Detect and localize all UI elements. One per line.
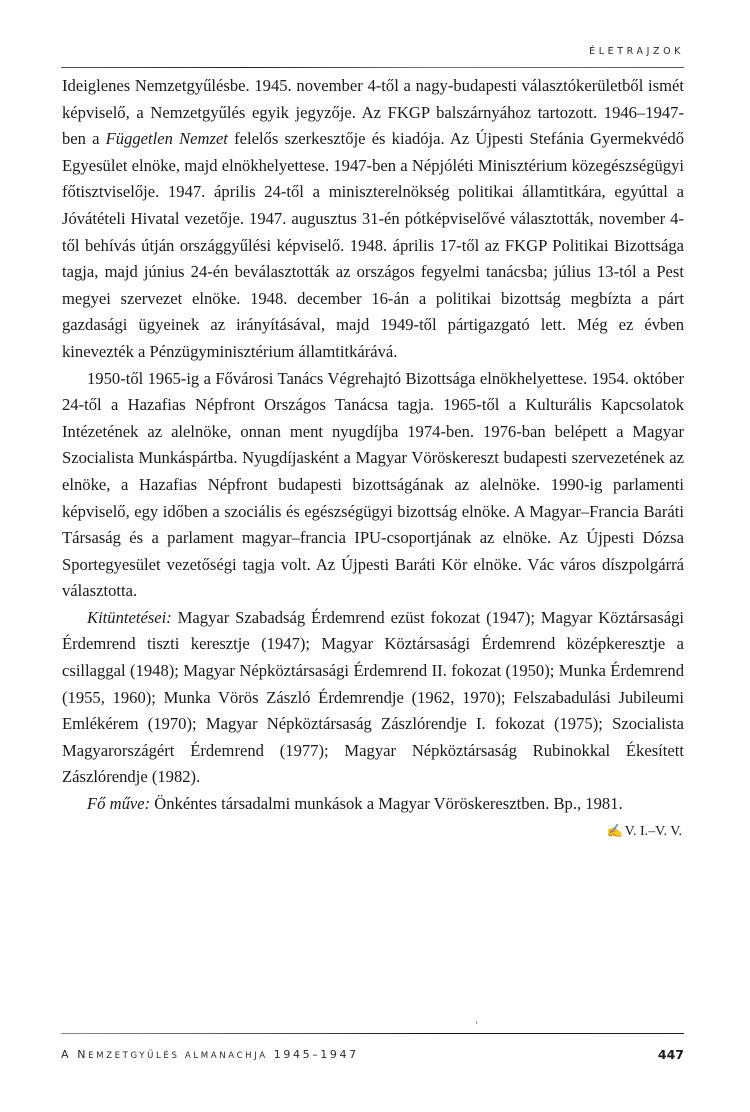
awards-label: Kitüntetései: (87, 607, 172, 627)
footer-book-title: A NEMZETGYŰLÉS ALMANACHJA 1945–1947 (61, 1048, 359, 1061)
header-rule (61, 67, 684, 68)
author-initials: V. I.–V. V. (624, 823, 682, 839)
scan-speck (476, 1021, 477, 1024)
paragraph-career-1945-1949: Ideiglenes Nemzetgyűlésbe. 1945. november 4-től a nagy-budapesti választókerületből ismét képviselő, a Nemzetgyűlés egyik jegyzője. Az FKGP balszárnyához tartozott. 1946–1947-ben a Független Nemzet felelős szerkesztője és kiadója. Az Újpesti Stefánia Gyermekvédő Egyesület elnöke, majd elnökhelyettese. 1947-ben a Népjóléti Minisztérium közegészségügyi főtisztviselője. 1947. április 24-től a miniszterelnökség politikai államtitkára, egyúttal a Jóvátételi Hivatal vezetője. 1947. augusztus 31-én pótképviselővé választották, november 4-től behívás útján országgyűlési képviselő. 1948. április 17-től az FKGP Politikai Bizottsága tagja, majd június 24-én beválasztották az országos fegyelmi tanácsba; július 13-tól a Pest megyei szervezet elnöke. 1948. december 16-án a politikai bizottság megbízta a párt gazdasági ügyeinek az irányításával, majd 1949-től pártigazgató lett. Még ez évben kinevezték a Pénzügyminisztérium államtitkárává. (62, 76, 684, 361)
main-work-label: Fő műve: (87, 794, 151, 814)
main-work-text: Önkéntes társadalmi munkások a Magyar Vöröskeresztben. Bp., 1981. (150, 794, 623, 814)
pen-writing-icon: ✍ (606, 822, 623, 838)
paragraph-career-1950-1990: 1950-től 1965-ig a Fővárosi Tanács Végrehajtó Bizottsága elnökhelyettese. 1954. október 24-től a Hazafias Népfront Országos Tanácsa tagja. 1965-től a Kulturális Kapcsolatok Intézetének az alelnöke, onnan ment nyugdíjba 1974-ben. 1976-ban belépett a Magyar Szocialista Munkáspártba. Nyugdíjasként a Magyar Vöröskereszt budapesti szervezetének az elnöke, a Hazafias Népfront budapesti bizottságának az alelnöke. 1990-ig parlamenti képviselő, egy időben a szociális és egészségügyi bizottság elnöke. A Magyar–Francia Baráti Társaság és a parlament magyar–francia IPU-csoportjának az elnöke. Az Újpesti Dózsa Sportegyesület vezetőségi tagja volt. Az Újpesti Baráti Kör elnöke. Vác város díszpolgárrá választotta. (62, 368, 684, 601)
biography-text (62, 73, 684, 845)
running-head: ÉLETRAJZOK (589, 46, 684, 57)
author-signature (62, 818, 684, 846)
awards-list: Magyar Szabadság Érdemrend ezüst fokozat (1947); Magyar Köztársasági Érdemrend tiszti keresztje (1947); Magyar Köztársasági Érdemrend középkeresztje a csillaggal (1948); Magyar Népköztársasági Érdemrend II. fokozat (1950); Munka Érdemrend (1955, 1960); Munka Vörös Zászló Érdemrendje (1962, 1970); Felszabadulási Jubileumi Emlékérem (1970); Magyar Népköztársaság Zászlórendje I. fokozat (1975); Szocialista Magyarországért Érdemrend (1977); Magyar Népköztársaság Rubinokkal Ékesített Zászlórendje (1982). (62, 607, 684, 787)
page-number: 447 (657, 1047, 684, 1062)
paragraph-main-work (62, 791, 684, 818)
footer-rule (61, 1033, 684, 1034)
newspaper-title: Független Nemzet (105, 129, 228, 149)
paragraph-awards (62, 605, 684, 791)
